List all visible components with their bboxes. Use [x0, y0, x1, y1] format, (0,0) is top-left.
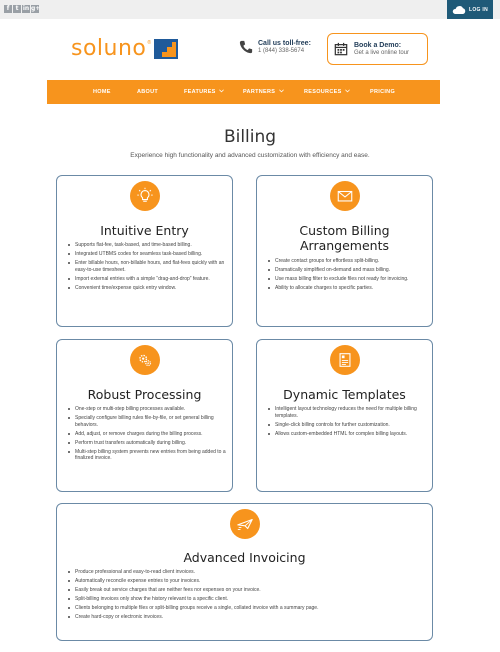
- list-item: Easily break out service charges that are neither fees nor expenses on your invoice.: [67, 587, 427, 594]
- phone-icon: [239, 40, 253, 54]
- card-title: Dynamic Templates: [283, 387, 406, 402]
- card-title: Robust Processing: [87, 387, 202, 402]
- nav-item-resources[interactable]: [304, 80, 350, 104]
- list-item: Split-billing invoices only show the history relevant to a specific client.: [67, 596, 427, 603]
- chevron-down-icon: [345, 89, 350, 93]
- list-item: Integrated UTBMS codes for seamless task-based billing.: [67, 251, 227, 258]
- login-button[interactable]: [447, 0, 493, 19]
- feature-list: [67, 406, 227, 464]
- card-title: Custom Billing Arrangements: [299, 223, 390, 253]
- card-title: Intuitive Entry: [100, 223, 189, 238]
- chevron-down-icon: [219, 89, 224, 93]
- logo-text: soluno: [71, 36, 147, 61]
- list-item: Use mass billing filter to exclude files not ready for invoicing.: [267, 276, 427, 283]
- list-item: Create contact groups for effortless split-billing.: [267, 258, 427, 265]
- list-item: Supports flat-fee, task-based, and time-based billing.: [67, 242, 227, 249]
- page-subtitle: Experience high functionality and advanced customization with efficiency and ease.: [130, 152, 370, 159]
- list-item: Add, adjust, or remove charges during the billing process.: [67, 431, 227, 438]
- logo[interactable]: [71, 36, 178, 61]
- twitter-icon[interactable]: t: [13, 5, 21, 13]
- card-title: Advanced Invoicing: [183, 550, 306, 565]
- envelope-icon: [330, 181, 360, 211]
- feature-list: [267, 406, 427, 440]
- lightbulb-icon: [130, 181, 160, 211]
- main-nav: [47, 80, 440, 104]
- list-item: Multi-step billing system prevents new entries from being added to a finalized invoice.: [67, 449, 227, 462]
- nav-item-features[interactable]: [184, 80, 224, 104]
- calendar-icon: [334, 42, 348, 56]
- nav-item-label: ABOUT: [137, 89, 159, 95]
- list-item: Specially configure billing rules file-by-file, or set general billing behaviors.: [67, 415, 227, 428]
- list-item: Import external entries with a simple “drag-and-drop” feature.: [67, 276, 227, 283]
- list-item: Clients belonging to multiple files or split-billing groups receive a single, collated invoice with a summary page.: [67, 605, 427, 612]
- linkedin-icon[interactable]: in: [22, 5, 30, 12]
- book-demo-button[interactable]: [327, 33, 428, 65]
- list-item: Dramatically simplified on-demand and mass billing.: [267, 267, 427, 274]
- feature-card-dynamic-templates: [256, 339, 433, 492]
- call-number[interactable]: 1 (844) 338-5674: [258, 48, 305, 54]
- list-item: Perform trust transfers automatically during billing.: [67, 440, 227, 447]
- google-plus-icon[interactable]: g+: [31, 5, 41, 12]
- nav-item-partners[interactable]: [243, 80, 284, 104]
- list-item: One-step or multi-step billing processes available.: [67, 406, 227, 413]
- nav-item-label: FEATURES: [184, 89, 216, 95]
- nav-item-label: PARTNERS: [243, 89, 276, 95]
- call-toll-free[interactable]: [239, 40, 311, 54]
- nav-item-pricing[interactable]: [370, 80, 395, 104]
- nav-item-label: PRICING: [370, 89, 396, 95]
- gears-icon: [130, 345, 160, 375]
- list-item: Intelligent layout technology reduces the need for multiple billing templates.: [267, 406, 427, 419]
- demo-title: Book a Demo:: [354, 42, 402, 49]
- top-bar: [0, 0, 500, 19]
- feature-list: [267, 258, 427, 294]
- list-item: Automatically reconcile expense entries to your invoices.: [67, 578, 427, 585]
- nav-item-about[interactable]: [137, 80, 158, 104]
- feature-list: [67, 242, 227, 294]
- call-title: Call us toll-free:: [258, 40, 311, 47]
- nav-item-home[interactable]: [93, 80, 111, 104]
- feature-card-advanced-invoicing: [56, 503, 433, 641]
- nav-item-label: HOME: [93, 89, 111, 95]
- feature-card-custom-billing: [256, 175, 433, 327]
- login-label: LOG IN: [468, 6, 489, 13]
- list-item: Ability to allocate charges to specific parties.: [267, 285, 427, 292]
- cloud-icon: [452, 6, 466, 14]
- page-title: Billing: [223, 127, 277, 147]
- feature-list: [67, 569, 427, 623]
- list-item: Single-click billing controls for further customization.: [267, 422, 427, 429]
- list-item: Create hard-copy or electronic invoices.: [67, 614, 427, 621]
- template-document-icon: [330, 345, 360, 375]
- feature-card-intuitive-entry: [56, 175, 233, 327]
- feature-card-robust-processing: [56, 339, 233, 492]
- list-item: Enter billable hours, non-billable hours, and flat-fees quickly with an easy-to-use timesheet.: [67, 260, 227, 273]
- logo-registered-mark: ®: [147, 39, 152, 46]
- logo-stairs-icon: [154, 39, 178, 59]
- demo-subtitle: Get a live online tour: [354, 50, 410, 56]
- list-item: Allows custom-embedded HTML for complex billing layouts.: [267, 431, 427, 438]
- list-item: Convenient time/expense quick entry window.: [67, 285, 227, 292]
- facebook-icon[interactable]: f: [4, 5, 12, 13]
- social-links: [4, 5, 39, 13]
- nav-item-label: RESOURCES: [304, 89, 342, 95]
- chevron-down-icon: [279, 89, 284, 93]
- list-item: Produce professional and easy-to-read client invoices.: [67, 569, 427, 576]
- paper-plane-icon: [230, 509, 260, 539]
